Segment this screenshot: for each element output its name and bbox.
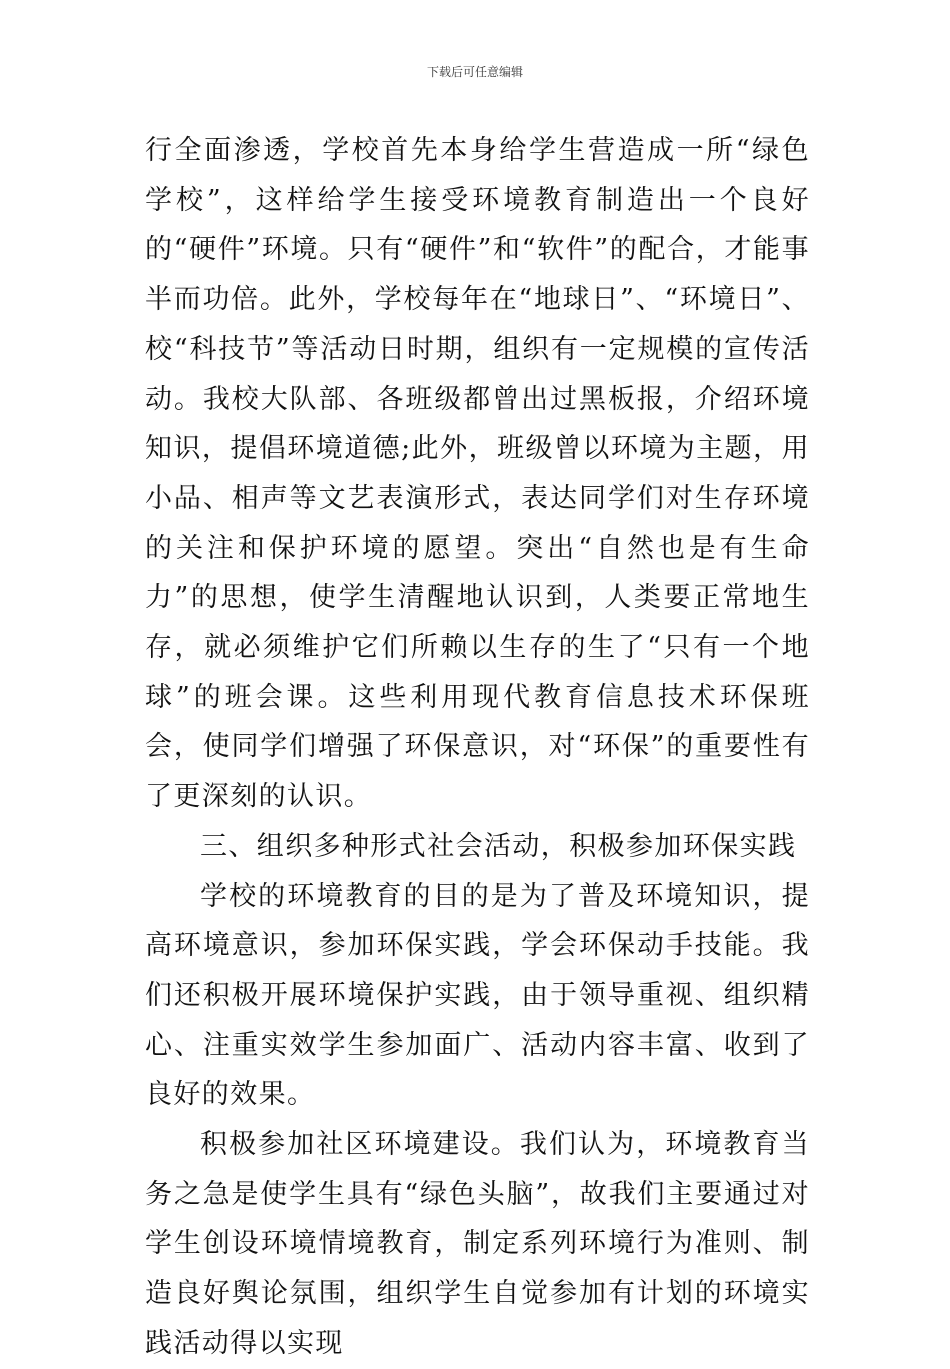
page-header: 下载后可任意编辑 <box>426 65 523 79</box>
paragraph-environment-education: 学校的环境教育的目的是为了普及环境知识，提高环境意识，参加环保实践，学会环保动手技能。我们还积极开展环境保护实践，由于领导重视、组织精心、注重实效学生参加面广、活动内容丰富、收到了良好的效果。 <box>145 880 810 1111</box>
document-body <box>145 126 810 1369</box>
paragraph-continuation: 行全面渗透，学校首先本身给学生营造成一所“绿色学校”，这样给学生接受环境教育制造出一个良好的“硬件”环境。只有“硬件”和“软件”的配合，才能事半而功倍。此外，学校每年在“地球日”、“环境日”、校“科技节”等活动日时期，组织有一定规模的宣传活动。我校大队部、各班级都曾出过黑板报，介绍环境知识，提倡环境道德;此外，班级曾以环境为主题，用小品、相声等文艺表演形式，表达同学们对生存环境的关注和保护环境的愿望。突出“自然也是有生命力”的思想，使学生清醒地认识到，人类要正常地生存，就必须维护它们所赖以生存的生了“只有一个地球”的班会课。这些利用现代教育信息技术环保班会，使同学们增强了环保意识，对“环保”的重要性有了更深刻的认识。 <box>145 135 810 813</box>
section-heading: 三、组织多种形式社会活动，积极参加环保实践 <box>200 830 797 862</box>
paragraph-community-building: 积极参加社区环境建设。我们认为，环境教育当务之急是使学生具有“绿色头脑”，故我们主要通过对学生创设环境情境教育，制定系列环境行为准则、制造良好舆论氛围，组织学生自觉参加有计划的环境实践活动得以实现 <box>145 1129 810 1359</box>
